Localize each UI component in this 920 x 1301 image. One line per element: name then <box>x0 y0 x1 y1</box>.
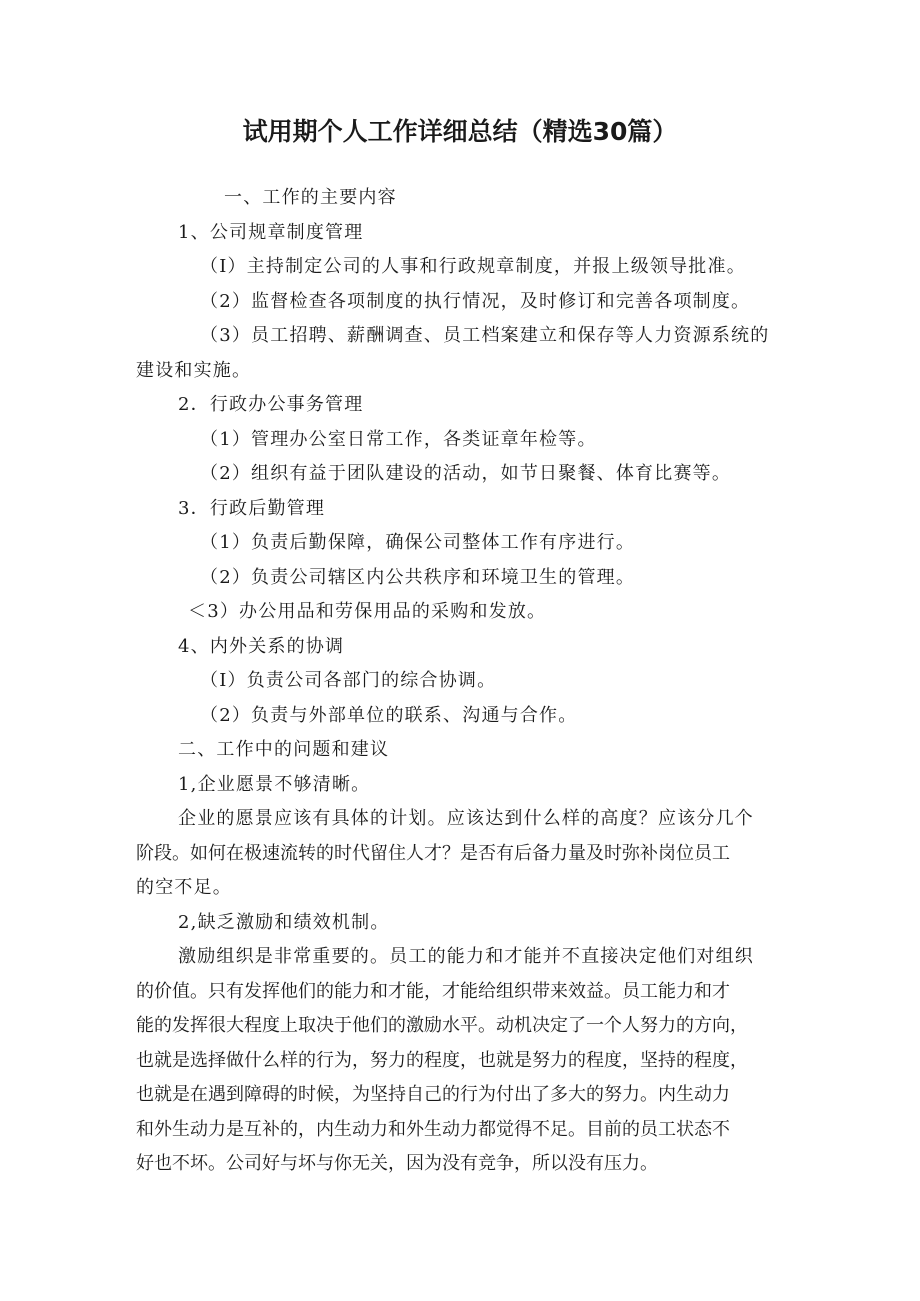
paragraph-line: 好也不坏。公司好与坏与你无关，因为没有竞争，所以没有压力。 <box>136 1153 658 1174</box>
section-heading-2: 二、工作中的问题和建议 <box>178 739 390 760</box>
paragraph-line: 阶段。如何在极速流转的时代留住人才？是否有后备力量及时弥补岗位员工 <box>136 842 730 864</box>
paragraph-line: 能的发挥很大程度上取决于他们的激励水平。动机决定了一个人努力的方向， <box>136 1015 748 1036</box>
paragraph-line: 也就是选择做什么样的行为，努力的程度，也就是努力的程度，坚持的程度， <box>136 1049 748 1071</box>
subsection-heading: 4、内外关系的协调 <box>178 635 345 657</box>
paragraph-line: 也就是在遇到障碍的时候，为坚持自己的行为付出了多大的努力。内生动力 <box>136 1084 730 1105</box>
list-item: （2）监督检查各项制度的执行情况，及时修订和完善各项制度。 <box>200 290 751 312</box>
list-item: （1）管理办公室日常工作，各类证章年检等。 <box>200 428 597 450</box>
section-heading-1: 一、工作的主要内容 <box>224 187 397 208</box>
subsection-heading: 1、公司规章制度管理 <box>178 221 364 243</box>
list-item: ＜3）办公用品和劳保用品的采购和发放。 <box>188 601 547 622</box>
paragraph-line: 的空不足。 <box>136 877 232 898</box>
document-title: 试用期个人工作详细总结（精选30篇） <box>242 117 678 146</box>
subsection-heading: 2,缺乏激励和绩效机制。 <box>178 911 390 933</box>
paragraph-line: 的价值。只有发挥他们的能力和才能，才能给组织带来效益。员工能力和才 <box>136 980 730 1002</box>
list-item: （2）负责与外部单位的联系、沟通与合作。 <box>200 704 578 726</box>
list-item: （I）主持制定公司的人事和行政规章制度，并报上级领导批准。 <box>200 256 746 277</box>
subsection-heading: 3．行政后勤管理 <box>178 497 326 519</box>
list-item: （2）负责公司辖区内公共秩序和环境卫生的管理。 <box>200 566 636 588</box>
subsection-heading: 2．行政办公事务管理 <box>178 394 364 415</box>
document-body <box>136 181 796 1182</box>
list-item: （I）负责公司各部门的综合协调。 <box>200 670 497 691</box>
paragraph-line: 和外生动力是互补的，内生动力和外生动力都觉得不足。目前的员工状态不 <box>136 1118 730 1140</box>
subsection-heading: 1,企业愿景不够清晰。 <box>178 773 371 795</box>
list-item: （3）员工招聘、薪酬调查、员工档案建立和保存等人力资源系统的 <box>200 325 770 346</box>
list-item: （2）组织有益于团队建设的活动，如节日聚餐、体育比赛等。 <box>200 463 732 484</box>
list-item-continuation: 建设和实施。 <box>136 359 252 381</box>
paragraph-line: 企业的愿景应该有具体的计划。应该达到什么样的高度？应该分几个 <box>178 808 754 829</box>
list-item: （1）负责后勤保障，确保公司整体工作有序进行。 <box>200 532 636 553</box>
paragraph-line: 激励组织是非常重要的。员工的能力和才能并不直接决定他们对组织 <box>178 946 754 967</box>
